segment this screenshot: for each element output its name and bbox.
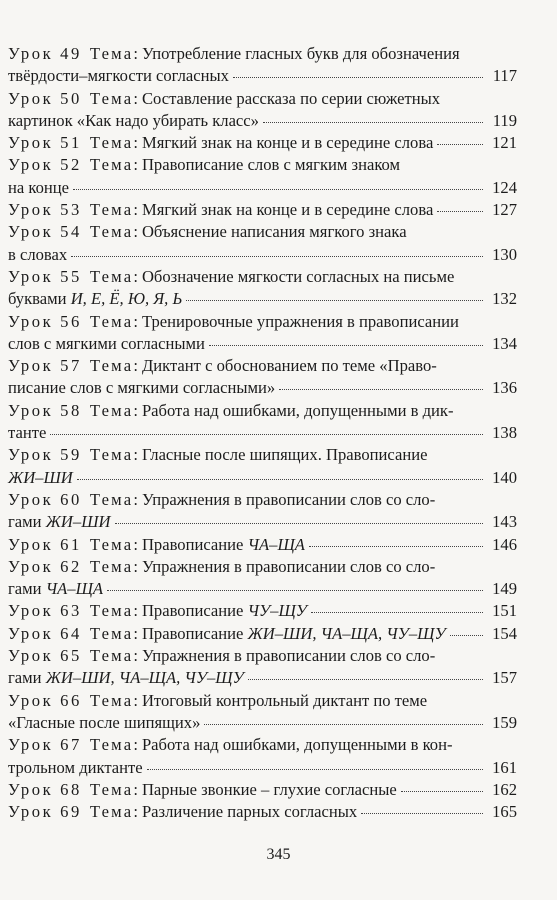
topic-label: Тема: [89, 200, 134, 220]
lesson-label: Урок 52: [8, 155, 82, 175]
entry-title: Диктант с обоснованием по теме «Право-: [141, 356, 437, 376]
page-ref: 117: [492, 66, 517, 86]
toc-entry: [8, 623, 517, 645]
entry-title-continuation: картинок «Как надо убирать класс»: [8, 110, 259, 130]
topic-label: Тема: [89, 556, 134, 576]
dot-leader: [311, 612, 483, 613]
entry-line: [8, 444, 517, 466]
topic-label: Тема: [89, 601, 134, 621]
lesson-label: Урок 67: [8, 735, 82, 755]
dot-leader: [279, 389, 483, 390]
entry-line-continuation: [8, 511, 517, 533]
colon-separator: :: [133, 556, 138, 576]
entry-line: [8, 154, 517, 176]
lesson-label: Урок 49: [8, 44, 82, 63]
lesson-label: Урок 61: [8, 534, 82, 554]
page-number: 345: [266, 846, 291, 863]
dot-leader: [186, 300, 483, 301]
entry-line: [8, 623, 517, 645]
entry-title: Работа над ошибками, допущенными в дик-: [141, 400, 454, 420]
lesson-label: Урок 64: [8, 623, 82, 643]
dot-leader: [73, 189, 483, 190]
toc-entry: [8, 489, 517, 534]
topic-label: Тема: [89, 155, 134, 175]
entry-title-italic: ЧУ–ЩУ: [247, 601, 307, 621]
toc-entry: [8, 400, 517, 445]
entry-line-continuation: [8, 333, 517, 355]
entry-line: [8, 779, 517, 801]
entry-title-italic: ЖИ–ШИ, ЧА–ЩА, ЧУ–ЩУ: [247, 623, 446, 643]
lesson-label: Урок 60: [8, 489, 82, 509]
toc-entry: [8, 154, 517, 199]
toc-entry: [8, 311, 517, 356]
entry-title-italic: ЖИ–ШИ: [45, 512, 111, 532]
page-ref: 159: [492, 712, 517, 732]
entry-line-continuation: [8, 757, 517, 779]
topic-label: Тема: [89, 222, 134, 242]
page-ref: 121: [492, 133, 517, 153]
colon-separator: :: [133, 133, 138, 153]
toc-entry: [8, 444, 517, 489]
entry-line: [8, 600, 517, 622]
dot-leader: [309, 546, 483, 547]
lesson-label: Урок 53: [8, 200, 82, 220]
entry-line: [8, 556, 517, 578]
lesson-label: Урок 50: [8, 88, 82, 108]
colon-separator: :: [133, 623, 138, 643]
lesson-label: Урок 59: [8, 445, 82, 465]
topic-label: Тема: [89, 88, 134, 108]
entry-title-italic: И, Е, Ё, Ю, Я, Ь: [70, 289, 183, 309]
entry-title: Употребление гласных букв для обозначения: [141, 44, 460, 63]
entry-title: Итоговый контрольный диктант по теме: [141, 690, 428, 710]
entry-line-continuation: [8, 177, 517, 199]
lesson-label: Урок 63: [8, 601, 82, 621]
entry-title: Правописание: [141, 623, 244, 643]
dot-leader: [77, 479, 483, 480]
colon-separator: :: [133, 44, 138, 63]
toc-entry: [8, 199, 517, 221]
entry-title: Различение парных согласных: [141, 802, 358, 822]
entry-title: Упражнения в правописании слов со сло-: [141, 646, 436, 666]
lesson-label: Урок 68: [8, 779, 82, 799]
entry-line: [8, 266, 517, 288]
lesson-label: Урок 62: [8, 556, 82, 576]
page-ref: 149: [492, 579, 517, 599]
entry-title: Упражнения в правописании слов со сло-: [141, 556, 436, 576]
entry-title-continuation: на конце: [8, 177, 70, 197]
entry-line: [8, 88, 517, 110]
entry-title-continuation: слов с мягкими согласными: [8, 333, 205, 353]
entry-title: Парные звонкие – глухие согласные: [141, 779, 397, 799]
entry-line: [8, 801, 517, 823]
page-ref: 151: [492, 601, 517, 621]
dot-leader: [209, 345, 483, 346]
entry-title-continuation: в словах: [8, 244, 68, 264]
dot-leader: [71, 256, 483, 257]
dot-leader: [115, 523, 484, 524]
topic-label: Тема: [89, 266, 134, 286]
colon-separator: :: [133, 646, 138, 666]
entry-line: [8, 221, 517, 243]
page-ref: 138: [492, 423, 517, 443]
page-ref: 140: [492, 467, 517, 487]
lesson-label: Урок 66: [8, 690, 82, 710]
lesson-label: Урок 54: [8, 222, 82, 242]
entry-line-continuation: [8, 110, 517, 132]
entry-title-continuation: гами: [8, 512, 42, 532]
entry-line: [8, 489, 517, 511]
entry-line: [8, 734, 517, 756]
entry-title-continuation: писание слов с мягкими согласными»: [8, 378, 276, 398]
entry-title-italic: ЧА–ЩА: [247, 534, 305, 554]
page-ref: 136: [492, 378, 517, 398]
topic-label: Тема: [89, 489, 134, 509]
entry-title: Гласные после шипящих. Правописание: [141, 445, 428, 465]
topic-label: Тема: [89, 311, 134, 331]
table-of-contents: [8, 43, 517, 823]
entry-line: [8, 355, 517, 377]
dot-leader: [437, 144, 483, 145]
page-ref: 161: [492, 757, 517, 777]
page-ref: 134: [492, 333, 517, 353]
page-ref: 146: [492, 534, 517, 554]
dot-leader: [50, 434, 483, 435]
topic-label: Тема: [89, 735, 134, 755]
topic-label: Тема: [89, 646, 134, 666]
entry-title-continuation: танте: [8, 423, 47, 443]
toc-entry: [8, 221, 517, 266]
colon-separator: :: [133, 690, 138, 710]
toc-entry: [8, 43, 517, 88]
toc-entry: [8, 779, 517, 801]
dot-leader: [204, 724, 483, 725]
entry-line: [8, 645, 517, 667]
lesson-label: Урок 55: [8, 266, 82, 286]
page-ref: 132: [492, 289, 517, 309]
colon-separator: :: [133, 445, 138, 465]
page-ref: 165: [492, 802, 517, 822]
lesson-label: Урок 65: [8, 646, 82, 666]
entry-title-continuation: гами: [8, 579, 42, 599]
toc-entry: [8, 88, 517, 133]
page-ref: 157: [492, 668, 517, 688]
page-ref: 127: [492, 200, 517, 220]
colon-separator: :: [133, 155, 138, 175]
colon-separator: :: [133, 735, 138, 755]
dot-leader: [147, 769, 483, 770]
entry-title-continuation: трольном диктанте: [8, 757, 143, 777]
dot-leader: [401, 791, 483, 792]
entry-line-continuation: [8, 712, 517, 734]
page-ref: 124: [492, 177, 517, 197]
entry-title: Тренировочные упражнения в правописании: [141, 311, 459, 331]
entry-line-continuation: [8, 65, 517, 87]
entry-title: Правописание: [141, 534, 244, 554]
entry-line: [8, 690, 517, 712]
entry-line: [8, 400, 517, 422]
entry-title: Правописание слов с мягким знаком: [141, 155, 401, 175]
entry-title: Мягкий знак на конце и в середине слова: [141, 200, 434, 220]
entry-title-italic: ЖИ–ШИ, ЧА–ЩА, ЧУ–ЩУ: [45, 668, 244, 688]
dot-leader: [233, 77, 483, 78]
entry-title: Правописание: [141, 601, 244, 621]
entry-line-continuation: [8, 377, 517, 399]
colon-separator: :: [133, 222, 138, 242]
dot-leader: [450, 635, 483, 636]
page-ref: 130: [492, 244, 517, 264]
toc-entry: [8, 355, 517, 400]
dot-leader: [437, 211, 483, 212]
colon-separator: :: [133, 489, 138, 509]
lesson-label: Урок 56: [8, 311, 82, 331]
entry-line: [8, 43, 517, 65]
colon-separator: :: [133, 200, 138, 220]
dot-leader: [361, 813, 483, 814]
entry-line-continuation: [8, 244, 517, 266]
page-ref: 143: [492, 512, 517, 532]
entry-line-continuation: [8, 288, 517, 310]
lesson-label: Урок 58: [8, 400, 82, 420]
page-ref: 119: [492, 110, 517, 130]
colon-separator: :: [133, 601, 138, 621]
entry-line: [8, 199, 517, 221]
entry-title: Составление рассказа по серии сюжетных: [141, 88, 441, 108]
entry-line: [8, 534, 517, 556]
entry-title-continuation: буквами: [8, 289, 67, 309]
entry-title-continuation: твёрдости–мягкости согласных: [8, 66, 229, 86]
lesson-label: Урок 57: [8, 356, 82, 376]
toc-entry: [8, 801, 517, 823]
topic-label: Тема: [89, 779, 134, 799]
entry-line-continuation: [8, 422, 517, 444]
dot-leader: [263, 122, 483, 123]
topic-label: Тема: [89, 623, 134, 643]
colon-separator: :: [133, 779, 138, 799]
entry-title: Мягкий знак на конце и в середине слова: [141, 133, 434, 153]
entry-line: [8, 311, 517, 333]
toc-entry: [8, 734, 517, 779]
dot-leader: [248, 679, 483, 680]
dot-leader: [107, 590, 483, 591]
page-ref: 162: [492, 779, 517, 799]
topic-label: Тема: [89, 133, 134, 153]
colon-separator: :: [133, 356, 138, 376]
colon-separator: :: [133, 534, 138, 554]
entry-title-continuation: гами: [8, 668, 42, 688]
lesson-label: Урок 69: [8, 802, 82, 822]
toc-entry: [8, 534, 517, 556]
entry-title: Объяснение написания мягкого знака: [141, 222, 407, 242]
toc-entry: [8, 690, 517, 735]
topic-label: Тема: [89, 534, 134, 554]
toc-entry: [8, 266, 517, 311]
colon-separator: :: [133, 802, 138, 822]
entry-title-italic: ЖИ–ШИ: [8, 467, 73, 487]
toc-entry: [8, 556, 517, 601]
topic-label: Тема: [89, 400, 134, 420]
colon-separator: :: [133, 400, 138, 420]
topic-label: Тема: [89, 802, 134, 822]
topic-label: Тема: [89, 356, 134, 376]
entry-line-continuation: [8, 467, 517, 489]
entry-title: Работа над ошибками, допущенными в кон-: [141, 735, 453, 755]
lesson-label: Урок 51: [8, 133, 82, 153]
colon-separator: :: [133, 88, 138, 108]
entry-line-continuation: [8, 578, 517, 600]
topic-label: Тема: [89, 690, 134, 710]
entry-title: Упражнения в правописании слов со сло-: [141, 489, 436, 509]
colon-separator: :: [133, 311, 138, 331]
toc-entry: [8, 600, 517, 622]
topic-label: Тема: [89, 445, 134, 465]
page-ref: 154: [492, 623, 517, 643]
entry-title: Обозначение мягкости согласных на письме: [141, 266, 455, 286]
topic-label: Тема: [89, 44, 134, 63]
toc-entry: [8, 132, 517, 154]
entry-line: [8, 132, 517, 154]
entry-line-continuation: [8, 667, 517, 689]
colon-separator: :: [133, 266, 138, 286]
entry-title-italic: ЧА–ЩА: [45, 579, 104, 599]
toc-entry: [8, 645, 517, 690]
entry-title-continuation: «Гласные после шипящих»: [8, 712, 201, 732]
